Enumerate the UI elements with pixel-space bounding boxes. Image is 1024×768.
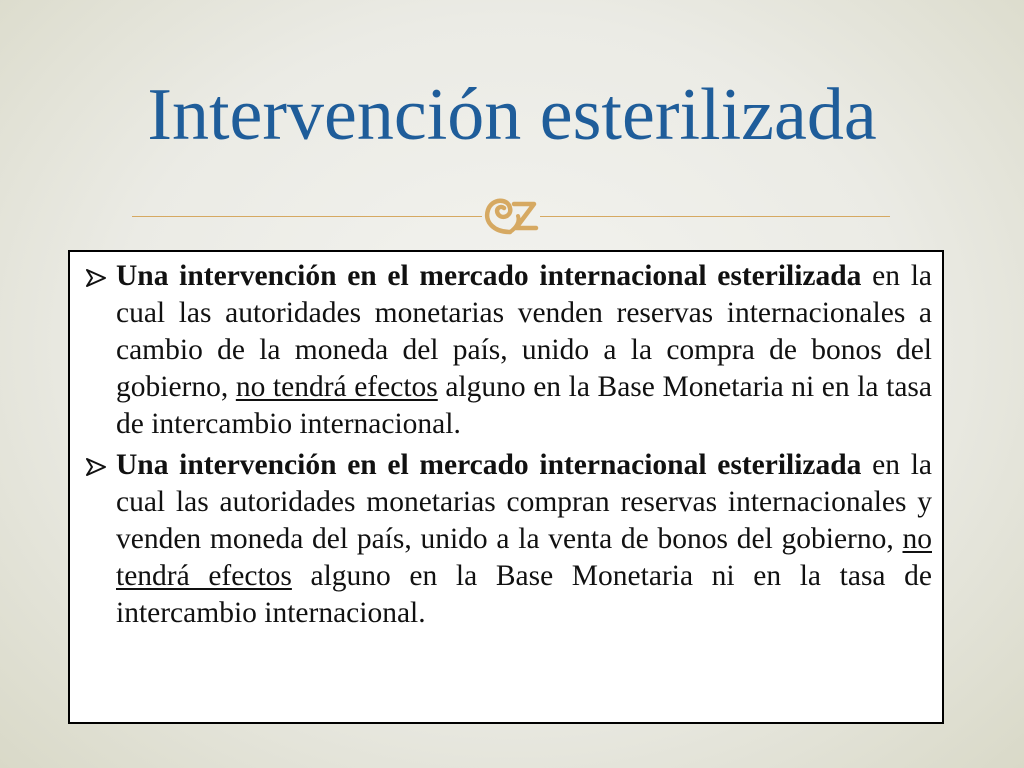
curl-flourish-icon [480, 192, 542, 238]
arrow-bullet-icon [76, 258, 116, 294]
bullet-item [76, 447, 932, 632]
arrow-bullet-icon [76, 447, 116, 483]
bullet-underlined-text: no tendrá efectos [235, 371, 438, 403]
title-divider-right [540, 216, 890, 217]
bullet-bold-text: Una intervención en el mercado internacional esterilizada [116, 260, 862, 292]
bullet-text [116, 447, 932, 632]
bullet-item [76, 258, 932, 443]
bullet-body-text: en la cual las autoridades monetarias venden reservas internacionales a cambio de la moneda del país, unido a la compra de bonos del gobierno, [116, 260, 933, 403]
title-divider-left [132, 216, 482, 217]
bullet-tail-text: alguno en la Base Monetaria ni en la tasa de intercambio internacional. [116, 560, 932, 629]
bullet-text [116, 258, 932, 443]
bullet-bold-text: Una intervención en el mercado internacional esterilizada [116, 449, 862, 481]
content-box [68, 250, 944, 724]
bullet-underlined-text: no tendrá efectos [116, 523, 932, 592]
bullet-body-text: en la cual las autoridades monetarias compran reservas internacionales y venden moneda del país, unido a la venta de bonos del gobierno, [116, 449, 933, 555]
slide-title: Intervención esterilizada [147, 74, 877, 156]
bullet-tail-text: alguno en la Base Monetaria ni en la tasa de intercambio internacional. [116, 371, 932, 440]
